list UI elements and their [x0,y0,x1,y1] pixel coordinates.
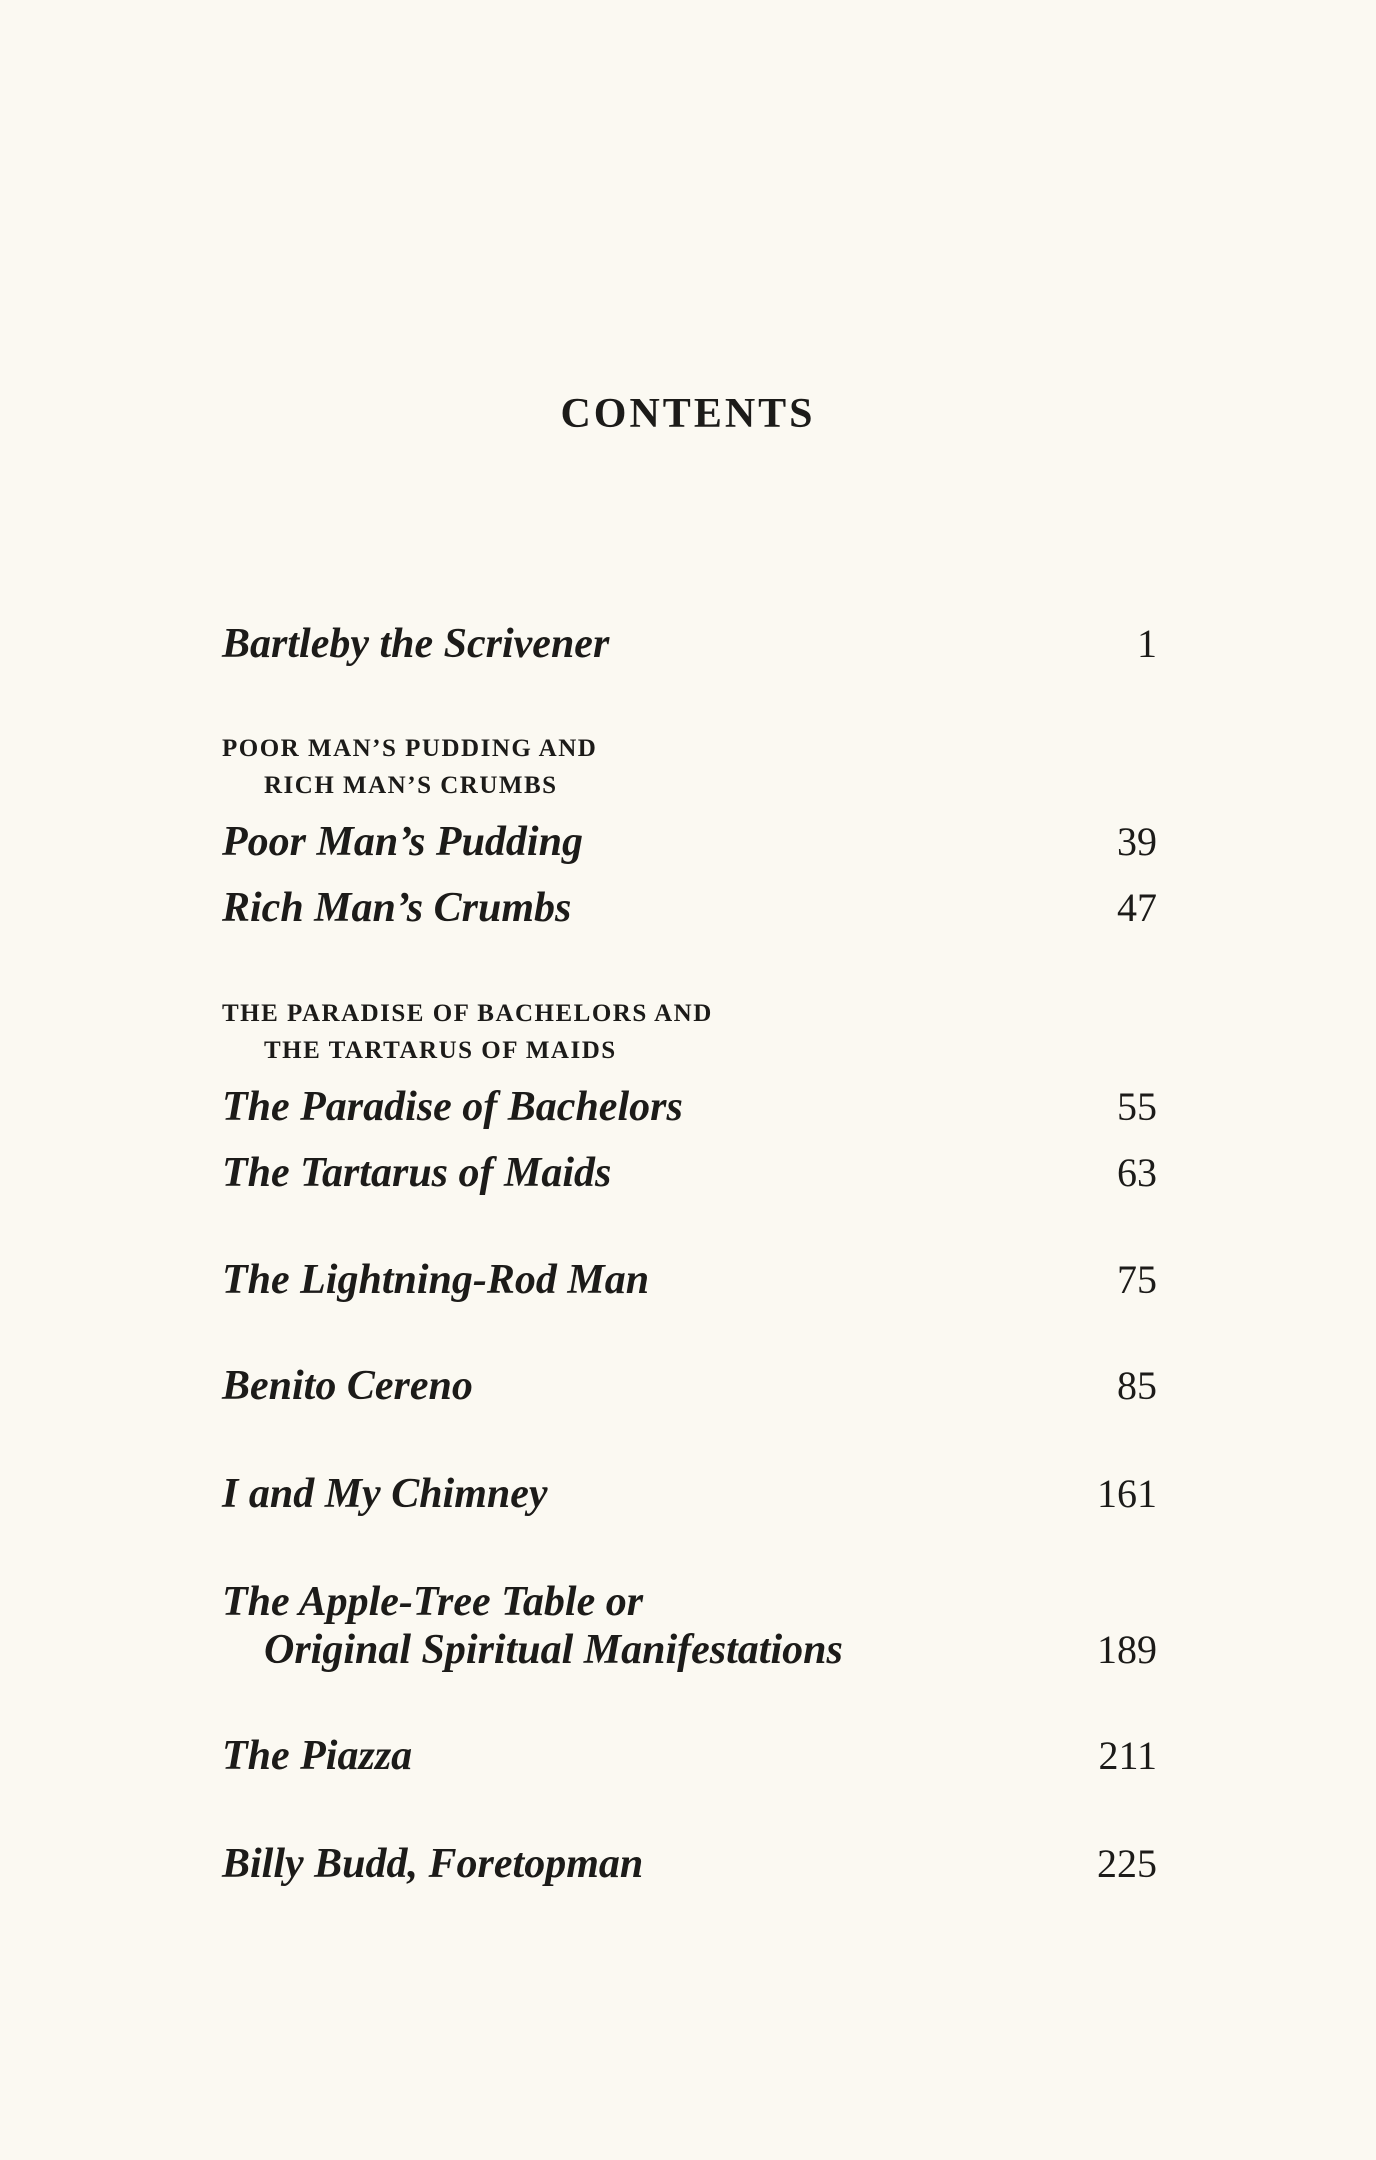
toc-entry[interactable] [222,818,1157,866]
toc-entry[interactable] [222,884,1157,932]
entry-title: I and My Chimney [222,1471,548,1517]
section-heading [222,995,713,1069]
entry-title-line: The Apple-Tree Table or [222,1579,644,1625]
toc-entry[interactable] [222,1256,1157,1304]
page-title: CONTENTS [560,391,816,437]
entry-page-number: 225 [1097,1841,1157,1886]
section-heading-line: THE PARADISE OF BACHELORS AND [222,1000,713,1027]
entry-page-number: 161 [1097,1471,1157,1516]
entry-page-number: 55 [1117,1084,1157,1129]
toc-entry[interactable] [222,1732,1157,1780]
entry-page-number: 211 [1098,1733,1157,1778]
entry-title-line: Original Spiritual Manifestations [264,1627,843,1673]
entry-title: Billy Budd, Foretopman [222,1841,644,1887]
entry-page-number: 63 [1117,1150,1157,1195]
section-heading-line: RICH MAN’S CRUMBS [264,772,558,799]
entry-page-number: 39 [1117,819,1157,864]
entry-page-number: 85 [1117,1363,1157,1408]
toc-entry[interactable] [222,1840,1157,1888]
entry-title: The Lightning-Rod Man [222,1257,650,1303]
entry-title: Rich Man’s Crumbs [222,885,572,931]
toc-entry[interactable] [222,620,1157,668]
section-heading [222,730,597,804]
toc-entry[interactable] [222,1578,1157,1674]
entry-title: Bartleby the Scrivener [222,621,610,667]
entry-page-number: 1 [1137,621,1157,666]
entry-title: Poor Man’s Pudding [222,819,583,865]
toc-entry[interactable] [222,1470,1157,1518]
entry-title: Benito Cereno [222,1363,473,1409]
entry-page-number: 47 [1117,885,1157,930]
toc-entry[interactable] [222,1083,1157,1131]
toc-entry[interactable] [222,1362,1157,1410]
toc-entry[interactable] [222,1149,1157,1197]
section-heading-line: POOR MAN’S PUDDING AND [222,735,598,762]
entry-title: The Piazza [222,1733,413,1779]
entry-title: The Tartarus of Maids [222,1150,612,1196]
entry-title: The Paradise of Bachelors [222,1084,683,1130]
entry-page-number: 75 [1117,1257,1157,1302]
section-heading-line: THE TARTARUS OF MAIDS [264,1037,617,1064]
entry-page-number: 189 [1097,1627,1157,1672]
